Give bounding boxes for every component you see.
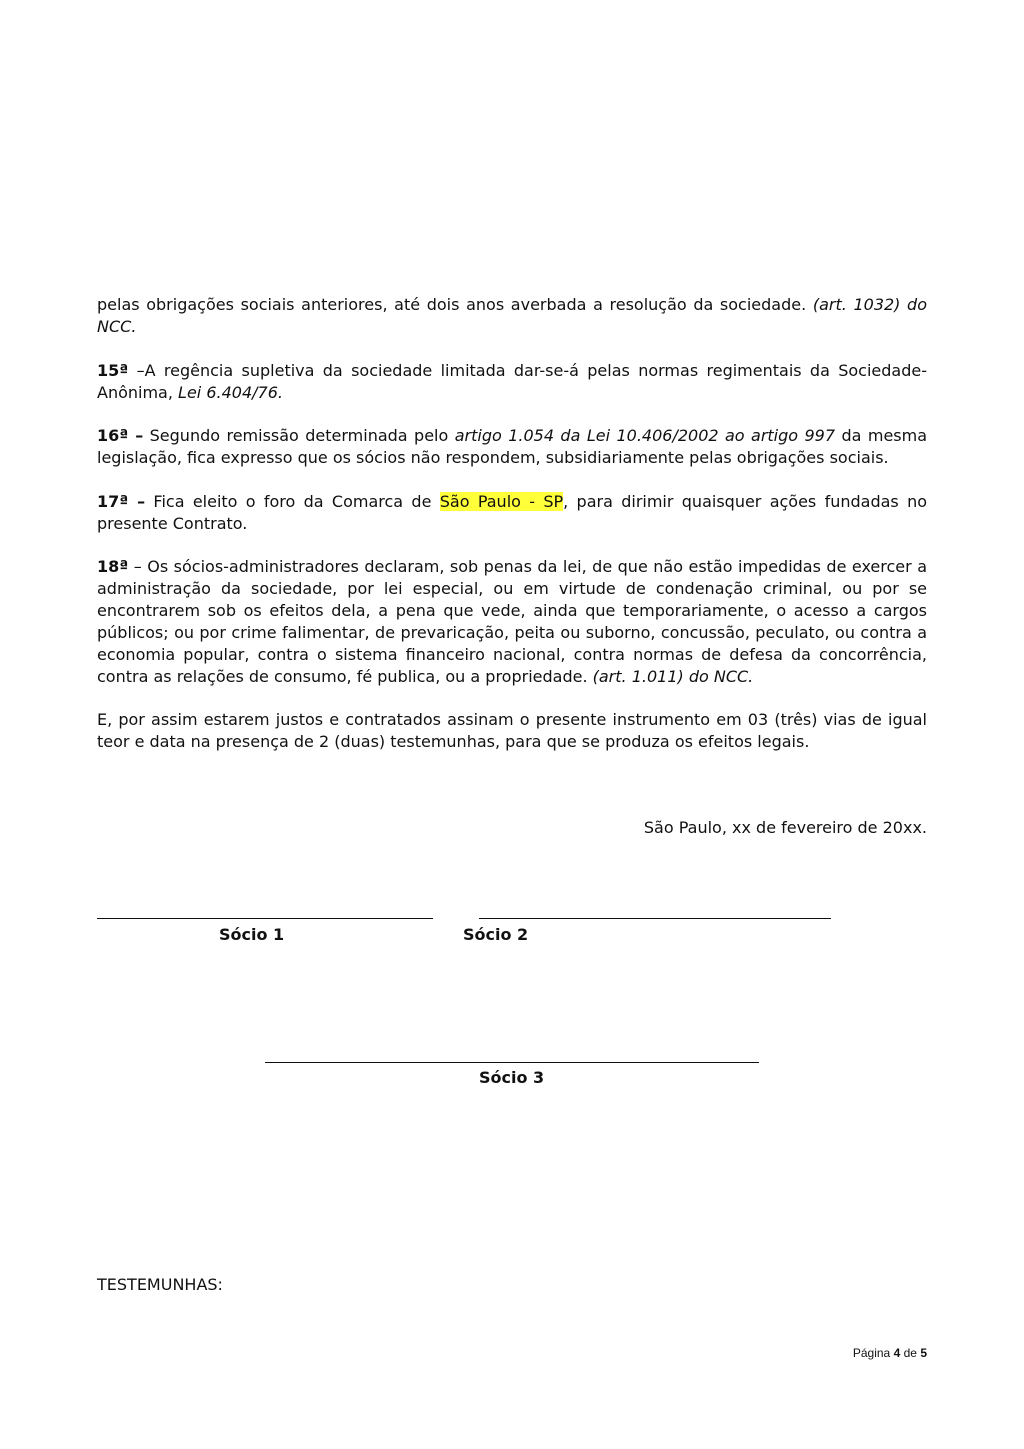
- legal-reference: (art. 1032) do NCC.: [97, 295, 927, 336]
- footer-page-word: Página: [852, 1346, 891, 1360]
- clause-number: 16ª –: [97, 426, 144, 445]
- clause-text: – Os sócios-administradores declaram, sob penas da lei, de que não estão impedidas de exercer a administração da sociedade, por lei especial, ou em virtude de condenação criminal, ou por se encontrarem sob os efeitos dela, a pena que vede, ainda que temporariamente, o acesso a cargos públicos; ou por crime falimentar, de prevaricação, peita ou suborno, concussão, peculato, ou contra a economia popular, contra o sistema financeiro nacional, contra normas de defesa da concorrência, contra as relações de consumo, fé publica, ou a propriedade.: [97, 557, 927, 686]
- clause-text: , para dirimir quaisquer ações fundadas no presente Contrato.: [97, 492, 928, 533]
- clause-text: da mesma legislação, fica expresso que os sócios não respondem, subsidiariamente pelas obrigações sociais.: [97, 426, 928, 467]
- paragraph-continuation: [97, 294, 927, 338]
- clause-15: [97, 360, 927, 404]
- signature-line-socio-3: [265, 1062, 759, 1063]
- signature-label-socio-3: Sócio 3: [479, 1068, 545, 1087]
- clause-number: 15ª: [97, 361, 129, 380]
- clause-16: [97, 425, 927, 469]
- clause-18: [97, 556, 927, 688]
- signature-line-socio-1: [97, 918, 433, 919]
- clause-number: 17ª –: [97, 492, 146, 511]
- footer-total-pages: 5: [920, 1346, 927, 1360]
- clause-number: 18ª: [97, 557, 129, 576]
- highlighted-location: São Paulo - SP: [439, 492, 564, 511]
- legal-reference: artigo 1.054 da Lei 10.406/2002 ao artigo 997: [454, 426, 836, 445]
- clause-text: Segundo remissão determinada pelo: [143, 426, 455, 445]
- clause-text: –A regência supletiva da sociedade limitada dar-se-á pelas normas regimentais da Sociedade-Anônima,: [97, 361, 927, 402]
- page-footer: [853, 1345, 927, 1361]
- signature-label-socio-1: Sócio 1: [219, 925, 285, 944]
- witnesses-label: TESTEMUNHAS:: [97, 1275, 223, 1294]
- clause-text: Fica eleito o foro da Comarca de: [145, 492, 440, 511]
- closing-paragraph: E, por assim estarem justos e contratados assinam o presente instrumento em 03 (três) vias de igual teor e data na presença de 2 (duas) testemunhas, para que se produza os efeitos legais.: [97, 710, 927, 751]
- clause-17: [97, 491, 927, 535]
- footer-of-word: de: [903, 1346, 917, 1360]
- legal-reference: Lei 6.404/76.: [178, 383, 283, 402]
- legal-reference: (art. 1.011) do NCC.: [592, 667, 754, 686]
- signature-line-socio-2: [479, 918, 831, 919]
- signature-label-socio-2: Sócio 2: [463, 925, 529, 944]
- date-line: São Paulo, xx de fevereiro de 20xx.: [643, 818, 927, 837]
- footer-current-page: 4: [893, 1346, 901, 1360]
- paragraph-text: pelas obrigações sociais anteriores, até dois anos averbada a resolução da sociedade.: [97, 295, 813, 314]
